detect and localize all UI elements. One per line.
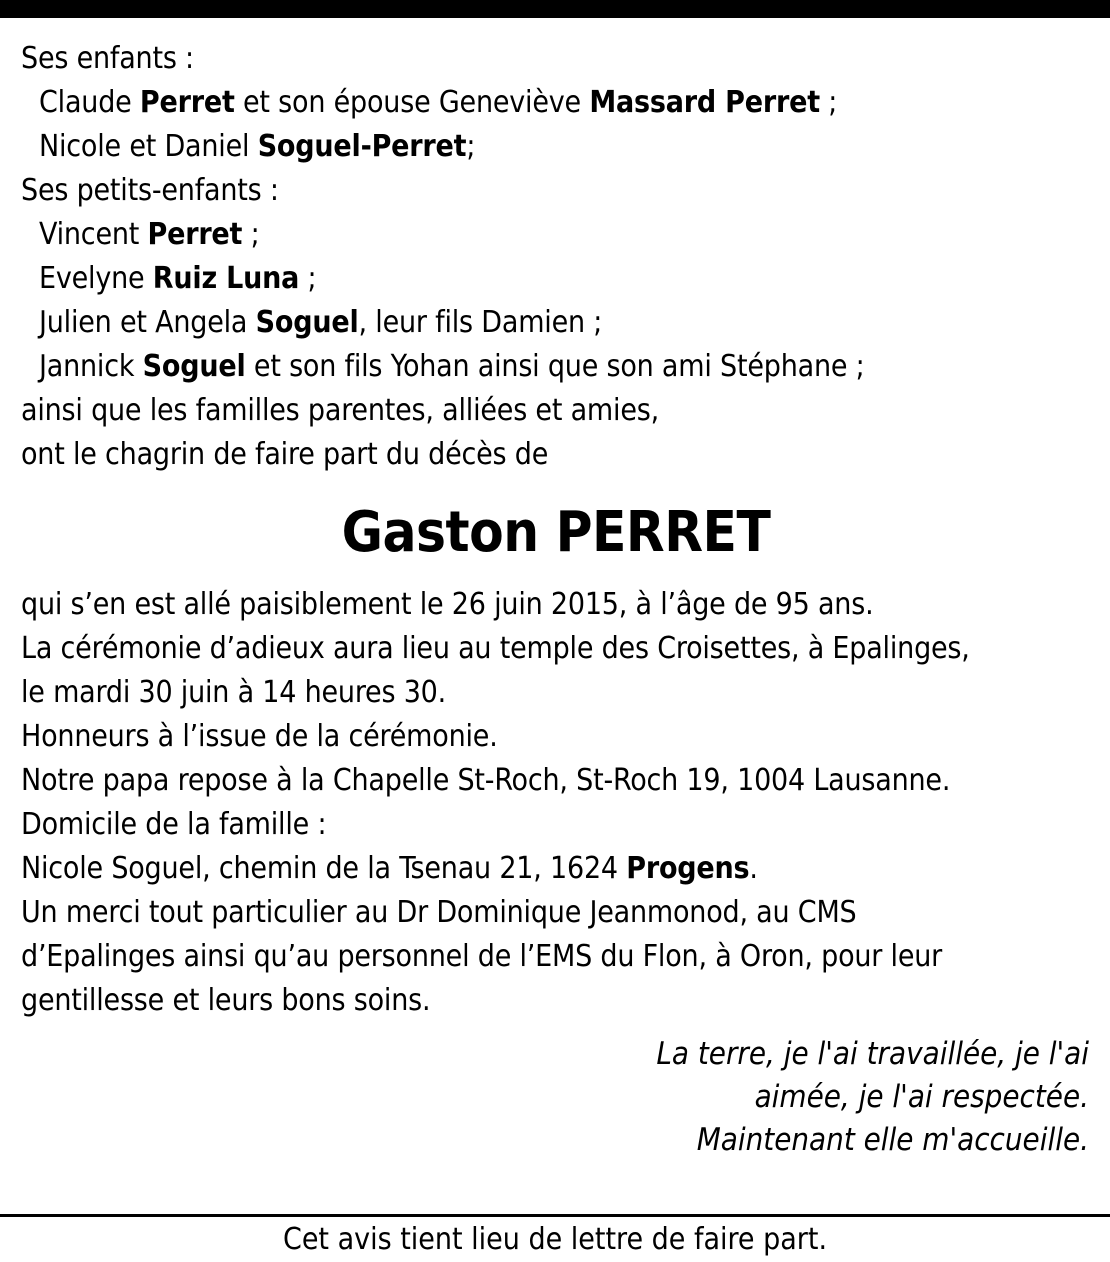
surname: Soguel-Perret: [257, 129, 467, 164]
grandchildren-heading: Ses petits-enfants :: [21, 173, 279, 208]
poem-line: aimée, je l'ai respectée.: [754, 1079, 1089, 1115]
family-entry-julien: Julien et Angela Soguel, leur fils Damien ;: [39, 305, 603, 340]
surname: Perret: [147, 217, 243, 252]
poem-quote: [21, 1033, 1089, 1162]
thanks-line-1: Un merci tout particulier au Dr Dominique Jeanmonod, au CMS: [21, 895, 857, 930]
surname: Perret: [139, 85, 235, 120]
ceremony-line-2: le mardi 30 juin à 14 heures 30.: [21, 675, 446, 710]
family-entry-nicole: Nicole et Daniel Soguel-Perret;: [39, 129, 476, 164]
children-heading: Ses enfants :: [21, 41, 194, 76]
family-entry-claude: Claude Perret et son épouse Geneviève Massard Perret ;: [39, 85, 838, 120]
family-entry-vincent: Vincent Perret ;: [39, 217, 260, 252]
families-line: ainsi que les familles parentes, alliées et amies,: [21, 393, 659, 428]
announcement-line: ont le chagrin de faire part du décès de: [21, 437, 549, 472]
family-entry-jannick: Jannick Soguel et son fils Yohan ainsi que son ami Stéphane ;: [39, 349, 865, 384]
family-entry-evelyne: Evelyne Ruiz Luna ;: [39, 261, 317, 296]
surname: Ruiz Luna: [152, 261, 300, 296]
surname: Massard Perret: [589, 85, 820, 120]
surname: Soguel: [142, 349, 246, 384]
honours-line: Honneurs à l’issue de la cérémonie.: [21, 719, 498, 754]
bottom-border-rule: [0, 1214, 1110, 1217]
resting-place-line: Notre papa repose à la Chapelle St-Roch, St-Roch 19, 1004 Lausanne.: [21, 763, 951, 798]
poem-line: La terre, je l'ai travaillée, je l'ai: [656, 1036, 1089, 1072]
thanks-line-3: gentillesse et leurs bons soins.: [21, 983, 431, 1018]
surname: Soguel: [255, 305, 359, 340]
poem-line: Maintenant elle m'accueille.: [696, 1122, 1089, 1158]
top-border-rule: [0, 0, 1110, 18]
obituary-notice: [21, 37, 1091, 1262]
ceremony-line-1: La cérémonie d’adieux aura lieu au temple des Croisettes, à Epalinges,: [21, 631, 970, 666]
closing-note: Cet avis tient lieu de lettre de faire part.: [282, 1222, 828, 1257]
town-name: Progens: [626, 851, 750, 886]
domicile-heading: Domicile de la famille :: [21, 807, 327, 842]
passed-line: qui s’en est allé paisiblement le 26 juin 2015, à l’âge de 95 ans.: [21, 587, 874, 622]
thanks-line-2: d’Epalinges ainsi qu’au personnel de l’EMS du Flon, à Oron, pour leur: [21, 939, 943, 974]
domicile-address: Nicole Soguel, chemin de la Tsenau 21, 1624 Progens.: [21, 851, 758, 886]
deceased-name: Gaston PERRET: [341, 500, 771, 565]
